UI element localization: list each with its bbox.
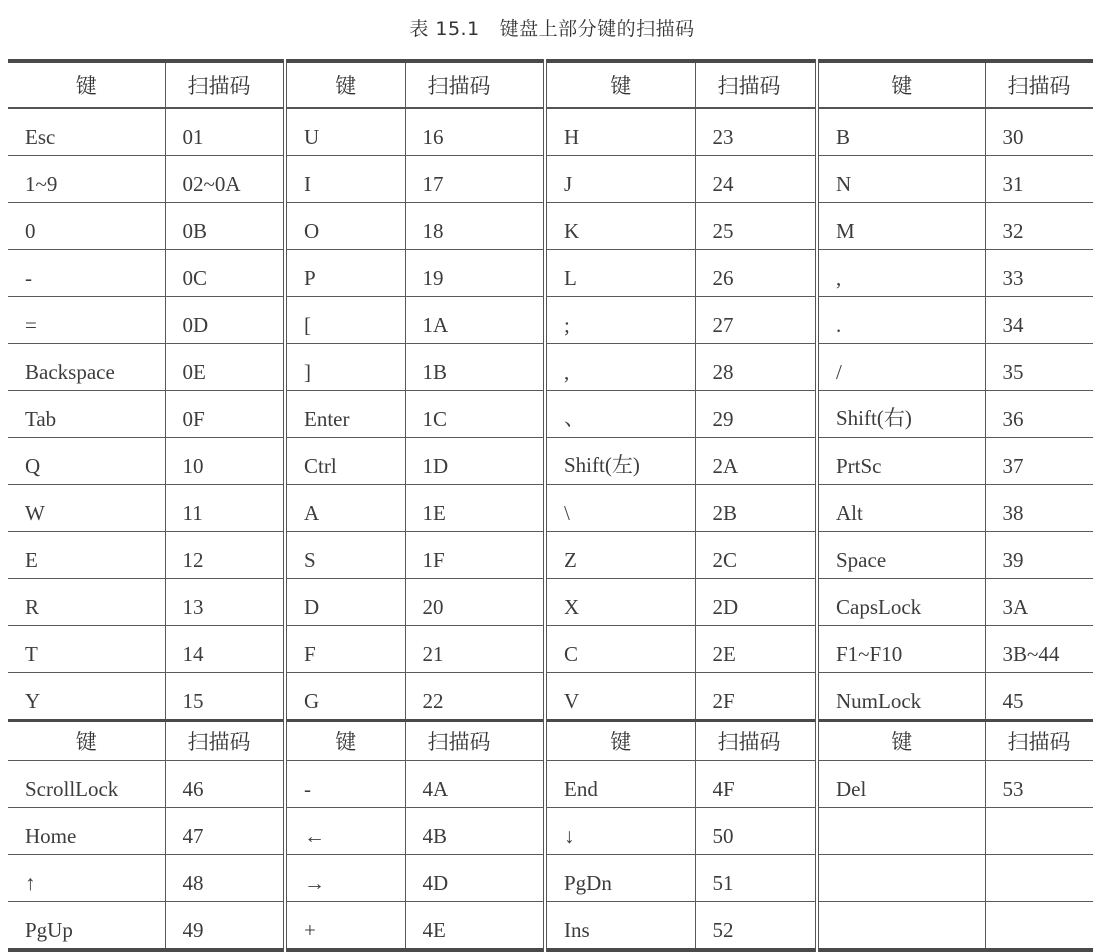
key-cell: H [545,108,695,156]
scan-code-cell: 0D [165,297,285,344]
scan-code-cell: 4D [405,855,545,902]
scan-code-cell: 50 [695,808,817,855]
scan-code-cell: 36 [985,391,1093,438]
key-cell: NumLock [817,673,985,721]
scan-code-cell: 1D [405,438,545,485]
scan-code-cell: 0C [165,250,285,297]
key-cell: S [285,532,405,579]
header-code: 扫描码 [405,721,545,761]
key-cell: - [285,761,405,808]
scan-code-cell: 51 [695,855,817,902]
scan-code-cell: 0B [165,203,285,250]
key-cell: PgUp [8,902,165,951]
section-2-header [8,721,1093,761]
key-cell [817,855,985,902]
table-row [8,626,1093,673]
scan-code-cell: 3B~44 [985,626,1093,673]
key-cell: Shift(右) [817,391,985,438]
table-row [8,344,1093,391]
scan-code-cell: 16 [405,108,545,156]
key-cell: Alt [817,485,985,532]
table-caption [0,14,1104,41]
key-cell: N [817,156,985,203]
scan-code-cell: 2F [695,673,817,721]
key-cell: K [545,203,695,250]
scan-code-cell: 28 [695,344,817,391]
key-cell: = [8,297,165,344]
key-cell: ] [285,344,405,391]
key-cell: - [8,250,165,297]
key-cell: Z [545,532,695,579]
header-key: 键 [8,721,165,761]
scan-code-cell: 32 [985,203,1093,250]
scan-code-cell: 02~0A [165,156,285,203]
key-cell: Del [817,761,985,808]
table-row [8,579,1093,626]
scan-code-cell: 4A [405,761,545,808]
table-row [8,391,1093,438]
scan-code-cell: 19 [405,250,545,297]
key-cell: P [285,250,405,297]
scan-code-cell: 39 [985,532,1093,579]
table-row [8,108,1093,156]
key-cell: → [285,855,405,902]
scan-code-cell: 33 [985,250,1093,297]
scan-code-cell: 23 [695,108,817,156]
header-code: 扫描码 [985,61,1093,108]
key-cell: CapsLock [817,579,985,626]
scan-code-cell: 1E [405,485,545,532]
scan-code-cell: 15 [165,673,285,721]
scan-code-cell: 0E [165,344,285,391]
key-cell: I [285,156,405,203]
header-key: 键 [817,721,985,761]
key-cell: , [545,344,695,391]
key-cell: ← [285,808,405,855]
scan-code-cell: 13 [165,579,285,626]
scan-code-table [8,59,1093,952]
key-cell: Backspace [8,344,165,391]
scan-code-cell: 4E [405,902,545,951]
scan-code-cell: 27 [695,297,817,344]
key-cell: Ins [545,902,695,951]
header-key: 键 [285,721,405,761]
scan-code-cell: 35 [985,344,1093,391]
table-row [8,855,1093,902]
header-code: 扫描码 [405,61,545,108]
scan-code-cell: 20 [405,579,545,626]
scan-code-cell: 37 [985,438,1093,485]
scan-code-cell: 2B [695,485,817,532]
table-row [8,156,1093,203]
scan-code-cell: 45 [985,673,1093,721]
key-cell: T [8,626,165,673]
header-key: 键 [285,61,405,108]
table-row [8,761,1093,808]
header-code: 扫描码 [695,721,817,761]
scan-code-cell: 34 [985,297,1093,344]
key-cell: [ [285,297,405,344]
scan-code-cell: 26 [695,250,817,297]
key-cell: Home [8,808,165,855]
scan-code-cell: 24 [695,156,817,203]
header-key: 键 [545,721,695,761]
table-number: 表 15.1 [409,18,480,40]
key-cell: L [545,250,695,297]
scan-code-cell: 49 [165,902,285,951]
scan-code-cell: 1A [405,297,545,344]
scan-code-cell: 2C [695,532,817,579]
scan-code-cell: 4F [695,761,817,808]
key-cell [817,902,985,951]
header-key: 键 [8,61,165,108]
scan-code-cell: 14 [165,626,285,673]
key-cell: Enter [285,391,405,438]
header-code: 扫描码 [985,721,1093,761]
key-cell: O [285,203,405,250]
table-row [8,902,1093,951]
key-cell: Q [8,438,165,485]
key-cell: X [545,579,695,626]
header-row [8,61,1093,108]
scan-code-cell: 18 [405,203,545,250]
key-cell: 1~9 [8,156,165,203]
key-cell: A [285,485,405,532]
scan-code-cell [985,902,1093,951]
key-cell: G [285,673,405,721]
key-cell: ↓ [545,808,695,855]
key-cell: End [545,761,695,808]
scan-code-cell: 48 [165,855,285,902]
scan-code-cell: 2A [695,438,817,485]
key-cell: + [285,902,405,951]
scan-code-cell: 46 [165,761,285,808]
scan-code-cell: 2D [695,579,817,626]
scan-code-cell: 1F [405,532,545,579]
table-row [8,808,1093,855]
key-cell: R [8,579,165,626]
header-key: 键 [545,61,695,108]
table-row [8,203,1093,250]
key-cell: PrtSc [817,438,985,485]
key-cell: F [285,626,405,673]
scan-code-cell: 3A [985,579,1093,626]
key-cell: E [8,532,165,579]
scan-code-cell: 0F [165,391,285,438]
key-cell: . [817,297,985,344]
scan-code-cell: 38 [985,485,1093,532]
table-row [8,532,1093,579]
table-row [8,250,1093,297]
header-code: 扫描码 [695,61,817,108]
key-cell: Space [817,532,985,579]
key-cell: PgDn [545,855,695,902]
header-code: 扫描码 [165,61,285,108]
key-cell: Ctrl [285,438,405,485]
header-row [8,721,1093,761]
scan-code-cell: 11 [165,485,285,532]
section-1-body [8,108,1093,721]
table-row [8,485,1093,532]
key-cell [817,808,985,855]
scan-code-cell: 4B [405,808,545,855]
scan-code-cell: 22 [405,673,545,721]
scan-code-cell: 29 [695,391,817,438]
key-cell: U [285,108,405,156]
scan-code-cell: 31 [985,156,1093,203]
scan-code-cell: 47 [165,808,285,855]
key-cell: / [817,344,985,391]
scan-code-cell: 1C [405,391,545,438]
table-title: 键盘上部分键的扫描码 [499,18,695,40]
scan-code-cell: 25 [695,203,817,250]
key-cell: M [817,203,985,250]
header-code: 扫描码 [165,721,285,761]
scan-code-cell: 52 [695,902,817,951]
key-cell: Shift(左) [545,438,695,485]
scan-code-cell: 2E [695,626,817,673]
table-row [8,297,1093,344]
scan-code-cell: 21 [405,626,545,673]
key-cell: ; [545,297,695,344]
scan-code-cell [985,855,1093,902]
key-cell: 、 [545,391,695,438]
header-key: 键 [817,61,985,108]
key-cell: J [545,156,695,203]
scan-code-cell [985,808,1093,855]
key-cell: Tab [8,391,165,438]
key-cell: Esc [8,108,165,156]
scan-code-cell: 30 [985,108,1093,156]
key-cell: , [817,250,985,297]
table-row [8,673,1093,721]
key-cell: V [545,673,695,721]
scan-code-cell: 53 [985,761,1093,808]
key-cell: ↑ [8,855,165,902]
scan-code-cell: 17 [405,156,545,203]
key-cell: ScrollLock [8,761,165,808]
key-cell: Y [8,673,165,721]
key-cell: C [545,626,695,673]
key-cell: W [8,485,165,532]
scan-code-cell: 1B [405,344,545,391]
key-cell: F1~F10 [817,626,985,673]
section-2-body [8,761,1093,951]
key-cell: B [817,108,985,156]
key-cell: 0 [8,203,165,250]
key-cell: D [285,579,405,626]
table-row [8,438,1093,485]
scan-code-cell: 12 [165,532,285,579]
key-cell: \ [545,485,695,532]
scan-code-cell: 01 [165,108,285,156]
scan-code-cell: 10 [165,438,285,485]
